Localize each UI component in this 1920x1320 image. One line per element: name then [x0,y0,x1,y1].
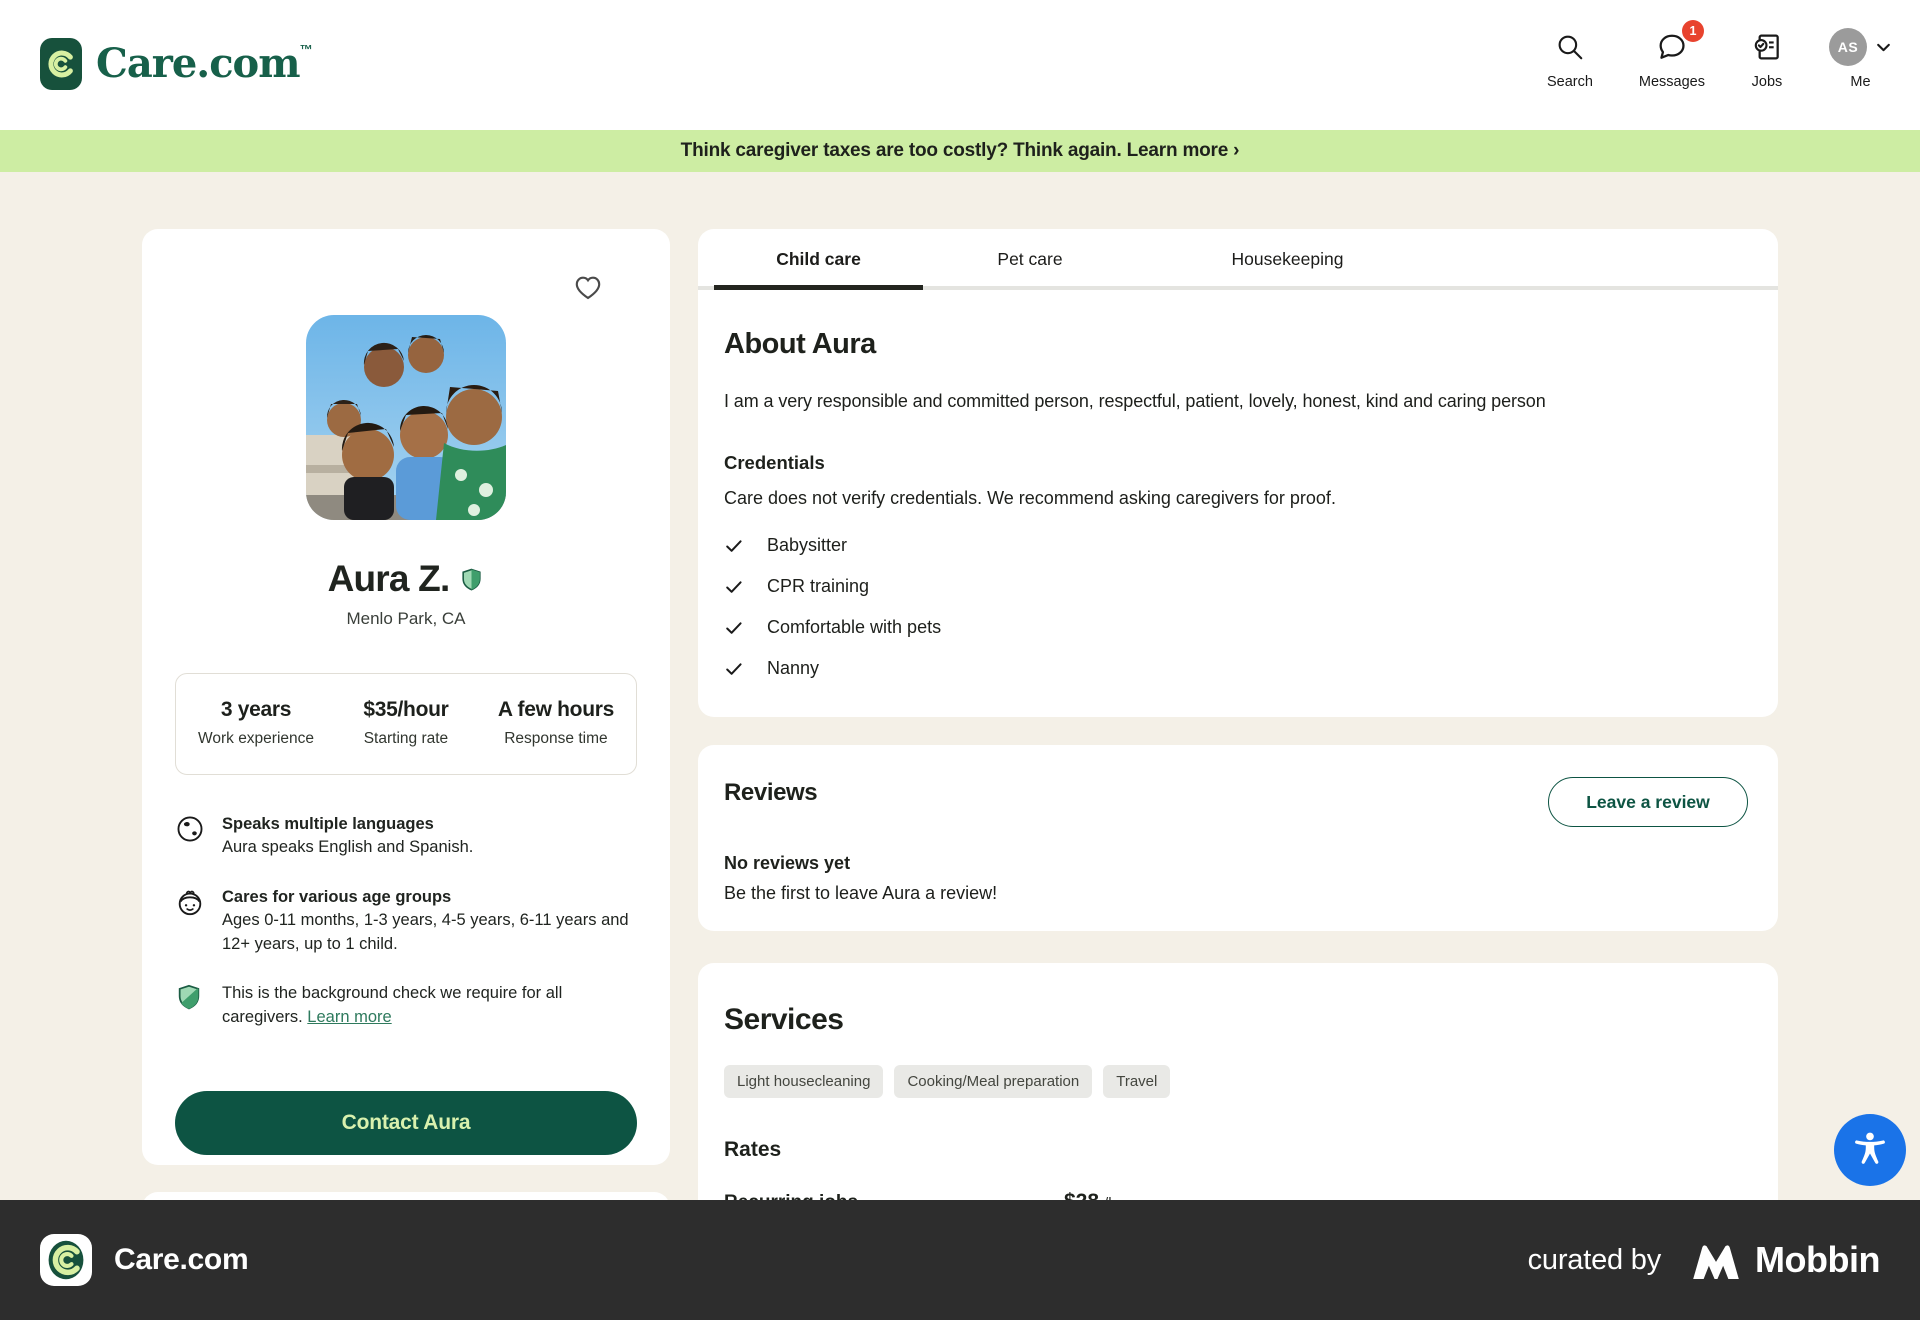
service-tabs [698,229,1778,290]
stat-experience-value: 3 years [220,698,292,721]
nav-search-label: Search [1546,74,1593,90]
detail-age-groups-title: Cares for various age groups [222,887,452,906]
top-header [0,0,1920,130]
credential-item [724,535,1752,556]
caregiver-details [175,813,637,1029]
footer-brand-name: Care.com [114,1243,249,1276]
caregiver-name: Aura Z. [327,558,450,599]
about-card [698,229,1778,717]
nav-me-label: Me [1850,74,1871,90]
reviews-title: Reviews [724,779,818,806]
nav-messages[interactable] [1639,26,1705,90]
page-footer [0,1200,1920,1320]
detail-background-check-body: This is the background check we require for all caregivers. [222,984,563,1026]
rates-title: Rates [724,1138,782,1161]
stat-response-value: A few hours [497,698,614,721]
favorite-button[interactable] [572,271,604,303]
care-app-icon [40,1234,92,1286]
about-description: I am a very responsible and committed person, respectful, patient, lovely, honest, kind and caring person [724,391,1546,411]
detail-languages [175,813,637,860]
detail-background-check [175,982,637,1029]
mobbin-wordmark: Mobbin [1755,1239,1880,1280]
chevron-down-icon [1875,39,1892,56]
caregiver-location: Menlo Park, CA [346,609,466,628]
service-chip: Travel [1103,1065,1170,1098]
nav-me[interactable] [1829,26,1892,90]
heart-icon [572,271,604,303]
stat-rate-label: Starting rate [363,730,449,747]
accessibility-icon [1848,1128,1892,1172]
promo-banner-text[interactable]: Think caregiver taxes are too costly? Think again. Learn more › [680,140,1240,161]
check-icon [724,618,744,638]
credential-item [724,576,1752,597]
detail-languages-body: Aura speaks English and Spanish. [222,838,474,857]
tab-housekeeping[interactable]: Housekeeping [1231,249,1344,269]
service-chip: Cooking/Meal preparation [894,1065,1092,1098]
leave-review-button[interactable]: Leave a review [1548,777,1748,827]
stat-rate [363,698,448,748]
footer-brand-group [40,1234,248,1286]
nav-jobs-label: Jobs [1751,74,1783,90]
stat-response [498,698,614,748]
mobbin-logo-group [1691,1239,1880,1281]
nav-messages-label: Messages [1638,74,1705,90]
check-icon [724,536,744,556]
detail-age-groups [175,886,637,956]
stat-rate-value: $35/hour [363,698,449,721]
stat-response-label: Response time [504,730,608,747]
credential-label: Nanny [767,658,820,678]
nav-search[interactable] [1547,26,1593,90]
jobs-icon [1751,31,1783,63]
reviews-card [698,745,1778,931]
credential-item [724,617,1752,638]
detail-age-groups-body: Ages 0-11 months, 1-3 years, 4-5 years, 6-11 years and 12+ years, up to 1 child. [222,911,629,953]
brand-trademark: ™ [299,42,313,57]
contact-button[interactable]: Contact Aura [175,1091,637,1155]
about-title: About Aura [724,328,876,360]
header-nav [1547,26,1892,90]
tab-pet-care[interactable]: Pet care [997,249,1063,269]
tab-child-care[interactable]: Child care [714,229,923,290]
credentials-note: Care does not verify credentials. We recommend asking caregivers for proof. [724,488,1336,508]
caregiver-profile-card [142,229,670,1165]
credentials-title: Credentials [724,452,825,473]
services-title: Services [724,1003,844,1036]
mobbin-icon [1691,1241,1741,1279]
credentials-list [724,535,1752,679]
verified-shield-icon [459,567,484,592]
profile-photo [306,315,506,520]
check-icon [724,577,744,597]
brand-wordmark: Care.com [96,40,300,87]
credential-label: Babysitter [767,535,848,555]
credential-label: Comfortable with pets [767,617,942,637]
footer-credit-group [1528,1239,1880,1281]
shield-icon [175,982,205,1029]
care-logo[interactable] [40,38,313,90]
stats-box [175,673,637,775]
reviews-empty-title: No reviews yet [724,853,851,873]
avatar: AS [1829,28,1867,66]
background-check-learn-more-link[interactable]: Learn more [307,1007,392,1026]
messages-badge: 1 [1682,20,1704,42]
globe-icon [175,813,205,860]
stat-experience-label: Work experience [198,730,315,747]
credential-item [724,658,1752,679]
search-icon [1555,32,1585,62]
accessibility-button[interactable] [1834,1114,1906,1186]
care-logo-icon [40,38,82,90]
reviews-empty-body: Be the first to leave Aura a review! [724,883,998,903]
service-chip: Light housecleaning [724,1065,883,1098]
stat-experience [198,698,314,748]
curated-by-label: curated by [1527,1243,1662,1276]
promo-banner[interactable] [0,130,1920,172]
check-icon [724,659,744,679]
nav-jobs[interactable] [1751,26,1783,90]
service-chips [724,1065,1752,1098]
credential-label: CPR training [767,576,870,596]
child-icon [175,886,205,956]
detail-languages-title: Speaks multiple languages [222,815,434,833]
